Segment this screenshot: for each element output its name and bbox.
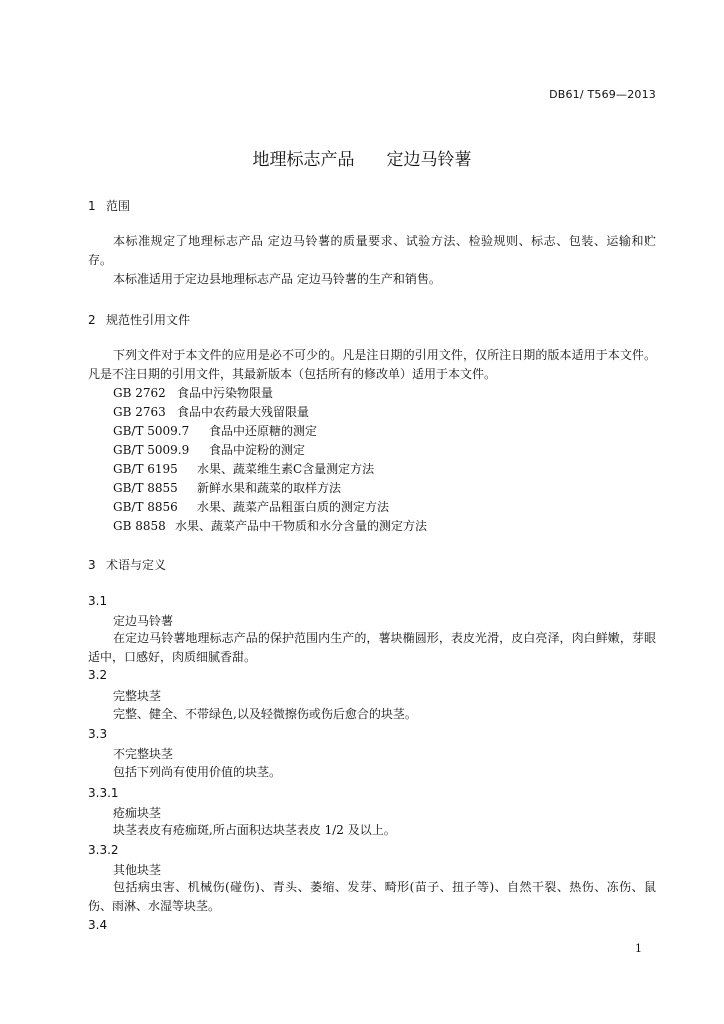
- term-number: 3.1: [88, 594, 108, 608]
- term-number: 3.3.1: [88, 786, 119, 800]
- term-definition: 完整、健全、不带绿色,以及轻微擦伤或伤后愈合的块茎。: [113, 707, 417, 721]
- reference-item: [113, 384, 273, 401]
- reference-name: 食品中污染物限量: [177, 386, 274, 400]
- section-1-heading: [88, 197, 130, 214]
- reference-code: GB/T 8855: [113, 481, 178, 495]
- reference-name: 食品中还原糖的测定: [209, 424, 318, 438]
- term-definition: 包括病虫害、机械伤(碰伤)、青头、萎缩、发芽、畸形(苗子、扭子等)、自然干裂、热伤、冻伤、鼠伤、雨淋、水湿等块茎。: [88, 880, 656, 913]
- term-name: 其他块茎: [113, 863, 162, 877]
- reference-code: GB 8858: [113, 519, 166, 533]
- section-2-heading: [88, 311, 190, 328]
- reference-item: [113, 441, 305, 458]
- reference-code: GB/T 5009.9: [113, 443, 190, 457]
- reference-item: [113, 460, 374, 477]
- document-title: [0, 145, 724, 170]
- section-number: 1: [88, 199, 96, 213]
- title-part-1: 地理标志产品: [252, 150, 355, 170]
- reference-name: 水果、蔬菜产品粗蛋白质的测定方法: [197, 500, 390, 514]
- term-number: 3.3: [88, 727, 108, 741]
- reference-item: [113, 479, 341, 496]
- reference-name: 水果、蔬菜产品中干物质和水分含量的测定方法: [175, 519, 428, 533]
- reference-code: GB/T 6195: [113, 462, 178, 476]
- section-2-paragraph-1: 下列文件对于本文件的应用是必不可少的。凡是注日期的引用文件，仅所注日期的版本适用于本文件。凡是不注日期的引用文件，其最新版本（包括所有的修改单）适用于本文件。: [88, 348, 656, 381]
- page-number: 1: [635, 942, 642, 955]
- standard-number: DB61/ T569—2013: [549, 88, 656, 101]
- section-number: 2: [88, 313, 96, 327]
- reference-code: GB/T 8856: [113, 500, 178, 514]
- reference-name: 水果、蔬菜维生素C含量测定方法: [197, 462, 375, 476]
- term-definition: 在定边马铃薯地理标志产品的保护范围内生产的，薯块椭圆形，表皮光滑，皮白亮泽，肉白鲜嫩，芽眼适中，口感好，肉质细腻香甜。: [88, 631, 656, 664]
- reference-item: [113, 403, 309, 420]
- section-1-paragraph-1: 本标准规定了地理标志产品 定边马铃薯的质量要求、试验方法、检验规则、标志、包装、运输和贮存。: [88, 234, 656, 267]
- reference-code: GB 2763: [113, 405, 166, 419]
- section-3-heading: [88, 556, 166, 573]
- reference-code: GB 2762: [113, 386, 166, 400]
- title-part-2: 定边马铃薯: [386, 150, 472, 170]
- section-title: 范围: [106, 199, 131, 213]
- section-title: 术语与定义: [106, 558, 167, 572]
- term-name: 完整块茎: [113, 689, 162, 703]
- term-name: 定边马铃薯: [113, 614, 174, 628]
- term-name: 不完整块茎: [113, 747, 174, 761]
- term-definition: 包括下列尚有使用价值的块茎。: [113, 765, 282, 779]
- term-number: 3.2: [88, 668, 108, 682]
- term-definition: 块茎表皮有疮痂斑,所占面积达块茎表皮 1/2 及以上。: [113, 823, 396, 837]
- reference-code: GB/T 5009.7: [113, 424, 190, 438]
- reference-item: [113, 422, 317, 439]
- section-number: 3: [88, 558, 96, 572]
- term-number: 3.4: [88, 918, 108, 932]
- reference-name: 食品中淀粉的测定: [209, 443, 306, 457]
- section-title: 规范性引用文件: [106, 313, 191, 327]
- reference-item: [113, 517, 427, 534]
- reference-item: [113, 498, 389, 515]
- section-1-paragraph-2: 本标准适用于定边县地理标志产品 定边马铃薯的生产和销售。: [113, 272, 441, 286]
- term-name: 疮痂块茎: [113, 806, 162, 820]
- term-number: 3.3.2: [88, 843, 119, 857]
- reference-name: 新鲜水果和蔬菜的取样方法: [197, 481, 342, 495]
- reference-name: 食品中农药最大残留限量: [177, 405, 310, 419]
